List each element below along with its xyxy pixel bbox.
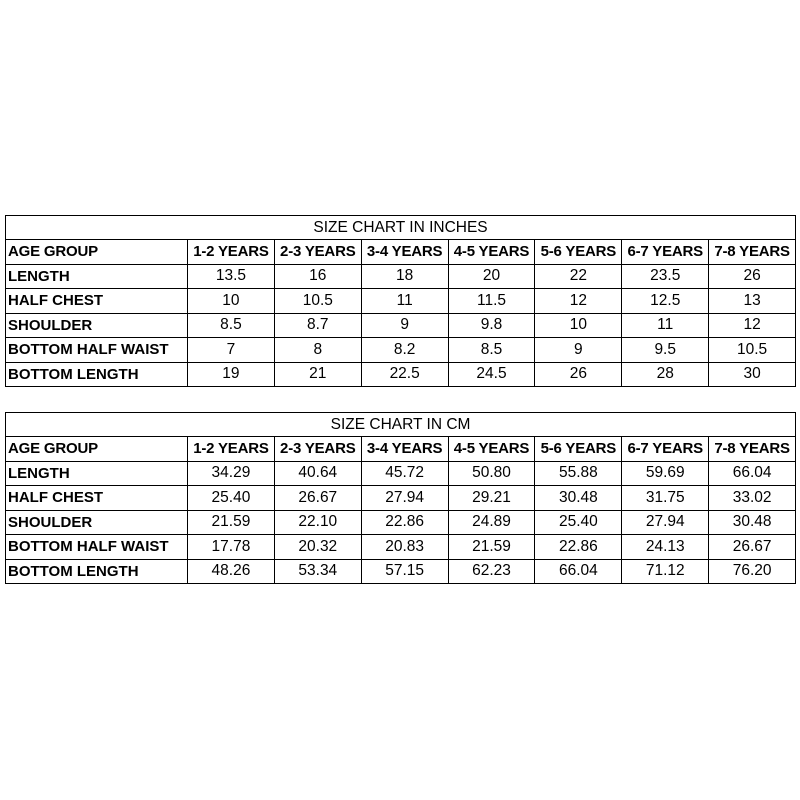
column-header: 4-5 YEARS (448, 240, 535, 265)
column-header: 6-7 YEARS (622, 437, 709, 462)
table-cell: 66.04 (709, 461, 796, 486)
table-cell: 76.20 (709, 559, 796, 584)
column-header: 3-4 YEARS (361, 240, 448, 265)
table-cell: 71.12 (622, 559, 709, 584)
table-cell: 26.67 (709, 535, 796, 560)
column-header: 5-6 YEARS (535, 240, 622, 265)
table-cell: 22.5 (361, 362, 448, 387)
column-header: 4-5 YEARS (448, 437, 535, 462)
table-cell: 22.10 (274, 510, 361, 535)
table-title-row (6, 413, 796, 437)
column-header: 7-8 YEARS (709, 240, 796, 265)
row-label: SHOULDER (6, 313, 188, 338)
table-cell: 20.83 (361, 535, 448, 560)
table-cell: 7 (188, 338, 275, 363)
table-title-row (6, 216, 796, 240)
table-cell: 13 (709, 289, 796, 314)
table-cell: 8.2 (361, 338, 448, 363)
table-row (6, 264, 796, 289)
table-cell: 11.5 (448, 289, 535, 314)
column-header: 7-8 YEARS (709, 437, 796, 462)
table-cell: 18 (361, 264, 448, 289)
row-label: HALF CHEST (6, 289, 188, 314)
table-row (6, 559, 796, 584)
table-cell: 20.32 (274, 535, 361, 560)
table-cell: 24.89 (448, 510, 535, 535)
table-cell: 26.67 (274, 486, 361, 511)
table-row (6, 289, 796, 314)
size-chart-inches-table (5, 215, 796, 387)
table-cell: 9 (361, 313, 448, 338)
row-label: SHOULDER (6, 510, 188, 535)
table-cell: 26 (535, 362, 622, 387)
table-cell: 21 (274, 362, 361, 387)
table-row (6, 461, 796, 486)
row-label: LENGTH (6, 461, 188, 486)
table-cell: 10.5 (274, 289, 361, 314)
table-header-row (6, 437, 796, 462)
column-header: 5-6 YEARS (535, 437, 622, 462)
table-cell: 66.04 (535, 559, 622, 584)
size-chart-cm-table (5, 412, 796, 584)
table-cell: 9 (535, 338, 622, 363)
table-cell: 28 (622, 362, 709, 387)
table-cell: 48.26 (188, 559, 275, 584)
table-cell: 16 (274, 264, 361, 289)
table-cell: 12 (535, 289, 622, 314)
column-header: 2-3 YEARS (274, 437, 361, 462)
table-cell: 50.80 (448, 461, 535, 486)
table-cell: 30.48 (709, 510, 796, 535)
row-label: LENGTH (6, 264, 188, 289)
row-label: BOTTOM LENGTH (6, 559, 188, 584)
table-cell: 45.72 (361, 461, 448, 486)
table-cell: 55.88 (535, 461, 622, 486)
table-header-row (6, 240, 796, 265)
table-cell: 13.5 (188, 264, 275, 289)
row-label: BOTTOM HALF WAIST (6, 535, 188, 560)
table-cell: 17.78 (188, 535, 275, 560)
table-cell: 59.69 (622, 461, 709, 486)
table-cell: 12 (709, 313, 796, 338)
table-cell: 21.59 (188, 510, 275, 535)
table-row (6, 338, 796, 363)
table-row (6, 362, 796, 387)
table-cell: 53.34 (274, 559, 361, 584)
table-row (6, 486, 796, 511)
table-cell: 22 (535, 264, 622, 289)
table-cell: 10 (535, 313, 622, 338)
table-cell: 31.75 (622, 486, 709, 511)
table-cell: 9.8 (448, 313, 535, 338)
row-label: HALF CHEST (6, 486, 188, 511)
table-title: SIZE CHART IN INCHES (6, 216, 796, 240)
table-cell: 8.5 (188, 313, 275, 338)
column-header: 2-3 YEARS (274, 240, 361, 265)
column-header: 1-2 YEARS (188, 240, 275, 265)
column-header: 6-7 YEARS (622, 240, 709, 265)
table-cell: 27.94 (361, 486, 448, 511)
table-cell: 29.21 (448, 486, 535, 511)
header-label: AGE GROUP (6, 437, 188, 462)
table-cell: 40.64 (274, 461, 361, 486)
table-cell: 9.5 (622, 338, 709, 363)
table-cell: 21.59 (448, 535, 535, 560)
table-cell: 10 (188, 289, 275, 314)
table-cell: 20 (448, 264, 535, 289)
row-label: BOTTOM HALF WAIST (6, 338, 188, 363)
table-cell: 19 (188, 362, 275, 387)
header-label: AGE GROUP (6, 240, 188, 265)
table-cell: 27.94 (622, 510, 709, 535)
table-cell: 8.5 (448, 338, 535, 363)
table-cell: 12.5 (622, 289, 709, 314)
table-cell: 26 (709, 264, 796, 289)
table-cell: 23.5 (622, 264, 709, 289)
table-cell: 24.13 (622, 535, 709, 560)
table-cell: 25.40 (535, 510, 622, 535)
table-cell: 11 (622, 313, 709, 338)
column-header: 3-4 YEARS (361, 437, 448, 462)
table-cell: 10.5 (709, 338, 796, 363)
table-cell: 30 (709, 362, 796, 387)
table-cell: 8 (274, 338, 361, 363)
table-cell: 11 (361, 289, 448, 314)
table-cell: 62.23 (448, 559, 535, 584)
table-cell: 34.29 (188, 461, 275, 486)
table-cell: 57.15 (361, 559, 448, 584)
table-row (6, 313, 796, 338)
column-header: 1-2 YEARS (188, 437, 275, 462)
table-cell: 33.02 (709, 486, 796, 511)
row-label: BOTTOM LENGTH (6, 362, 188, 387)
table-cell: 8.7 (274, 313, 361, 338)
table-row (6, 535, 796, 560)
table-cell: 22.86 (361, 510, 448, 535)
table-cell: 22.86 (535, 535, 622, 560)
table-cell: 24.5 (448, 362, 535, 387)
table-title: SIZE CHART IN CM (6, 413, 796, 437)
table-cell: 30.48 (535, 486, 622, 511)
table-row (6, 510, 796, 535)
table-cell: 25.40 (188, 486, 275, 511)
